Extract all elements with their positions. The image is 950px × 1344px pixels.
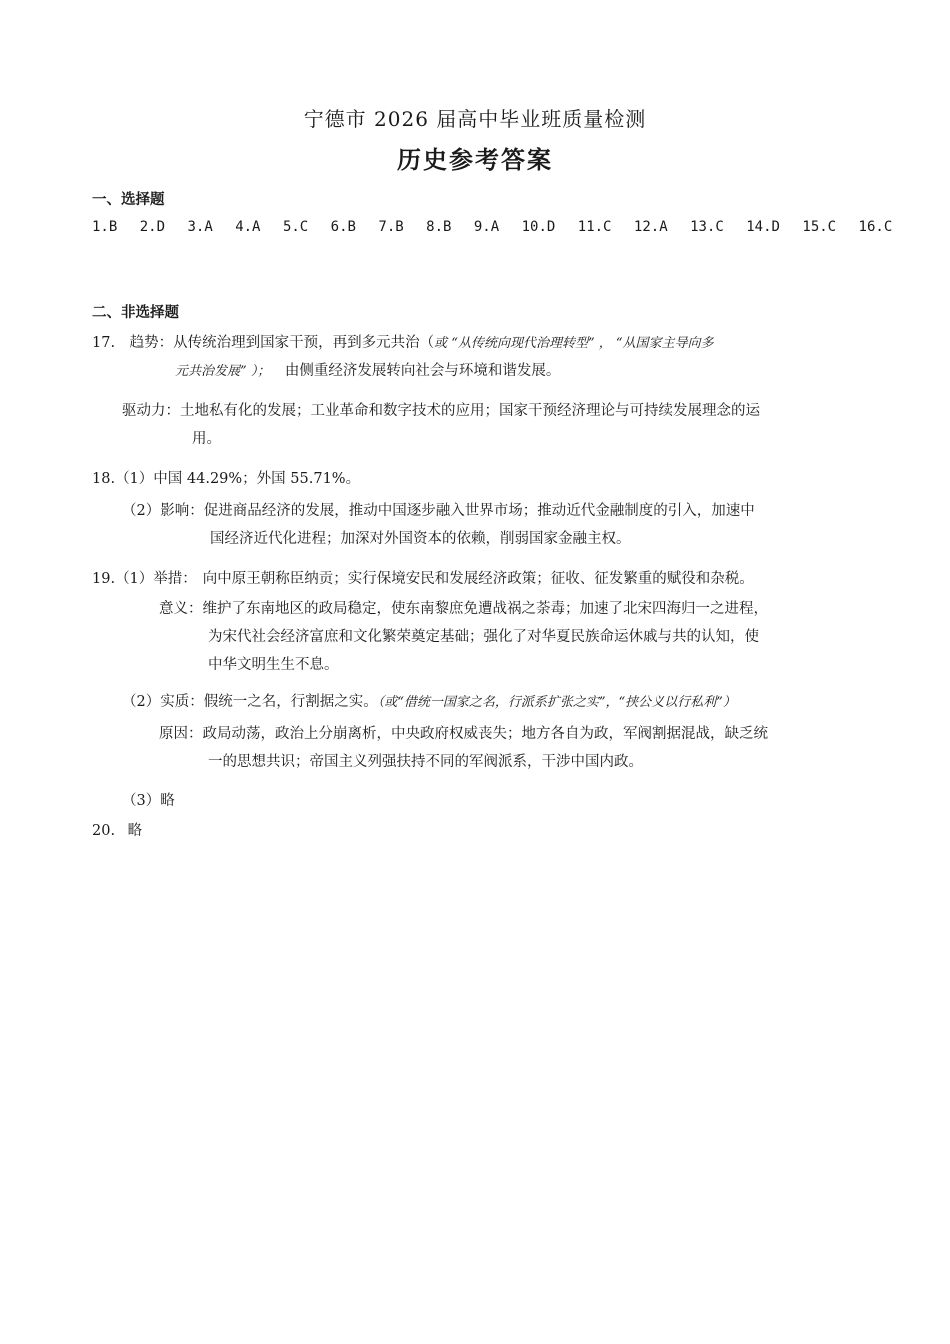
q18-part2-line-1 — [122, 501, 755, 521]
q19-meaning-line-1 — [159, 599, 768, 619]
q17-driver-line-1 — [122, 401, 760, 421]
q19-part2-note: （或“借统一国家之名，行派系扩张之实”，“挟公义以行私利”） — [377, 695, 736, 710]
q19-reason-text: 政局动荡，政治上分崩离析，中央政府权威丧失；地方各自为政，军阀割据混战，缺乏统 — [202, 726, 768, 742]
q18-part2-text-2: 国经济近代化进程；加深对外国资本的依赖，削弱国家金融主权。 — [210, 531, 631, 547]
q19-reason-text-2: 一的思想共识；帝国主义列强扶持不同的军阀派系，干涉中国内政。 — [208, 754, 643, 770]
question-number: 17. — [92, 335, 116, 351]
answer-item: 2.D — [139, 219, 166, 235]
q17-driver-text: 土地私有化的发展；工业革命和数字技术的应用；国家干预经济理论与可持续发展理念的运 — [180, 403, 760, 419]
answer-item: 5.C — [282, 219, 309, 235]
q19-part3-line — [122, 791, 175, 811]
q19-part2-label: （2）实质： — [122, 694, 204, 710]
answer-item: 10.D — [521, 219, 556, 235]
q19-part1-label: （1）举措： — [115, 571, 197, 587]
answer-item: 9.A — [473, 219, 500, 235]
q19-reason-label: 原因： — [159, 726, 203, 742]
answer-item: 6.B — [330, 219, 356, 235]
q17-driver-text-2: 用。 — [192, 431, 221, 447]
section-heading-choice: 一、选择题 — [92, 192, 165, 208]
q19-reason-line-1 — [159, 724, 768, 744]
q19-part3: （3）略 — [122, 793, 175, 809]
document-subtitle: 历史参考答案 — [397, 145, 553, 174]
answer-item: 14.D — [746, 219, 780, 235]
q18-part2-text: 促进商品经济的发展，推动中国逐步融入世界市场；推动近代金融制度的引入，加速中 — [203, 503, 755, 519]
q17-trend-line-2 — [175, 361, 560, 382]
q19-part1-text: 向中原王朝称臣纳贡；实行保境安民和发展经济政策；征收、征发繁重的赋役和杂税。 — [202, 571, 754, 587]
answer-item: 1.B — [92, 219, 118, 235]
q19-meaning-text-2: 为宋代社会经济富庶和文化繁荣奠定基础；强化了对华夏民族命运休戚与共的认知，使 — [208, 629, 759, 645]
q17-trend-note-cont: 元共治发展” ）； — [175, 364, 271, 379]
choice-answers-row — [92, 219, 893, 235]
q19-reason-line-2 — [208, 752, 643, 772]
document-title: 宁德市 2026 届高中毕业班质量检测 — [303, 107, 647, 131]
q18-part1: （1）中国 44.29%；外国 55.71%。 — [115, 471, 361, 487]
q17-trend-line-1 — [92, 333, 714, 354]
answer-item: 8.B — [426, 219, 452, 235]
answer-item: 12.A — [633, 219, 668, 235]
q19-part2-line — [122, 692, 736, 713]
q19-meaning-text-3: 中华文明生生不息。 — [208, 657, 339, 673]
q18-part2-line-2 — [210, 529, 631, 549]
question-number: 20. — [92, 823, 116, 839]
q17-trend-note: 或 “从传统向现代治理转型” ， “从国家主导向多 — [434, 336, 714, 351]
q17-driver-label: 驱动力： — [122, 403, 180, 419]
answer-item: 13.C — [690, 219, 724, 235]
q19-line-1 — [92, 569, 754, 589]
q19-meaning-line-2 — [208, 627, 759, 647]
q20-line — [92, 821, 142, 841]
q17-trend-label: 趋势： — [129, 335, 174, 351]
q17-trend-text: 从传统治理到国家干预，再到多元共治（ — [173, 335, 435, 351]
answer-item: 15.C — [802, 219, 837, 235]
q19-meaning-line-3 — [208, 655, 339, 675]
q17-trend-text-2: 由侧重经济发展转向社会与环境和谐发展。 — [284, 363, 561, 379]
question-number: 19. — [92, 571, 116, 587]
answer-item: 3.A — [187, 219, 213, 235]
section-heading-nonchoice: 二、非选择题 — [92, 305, 179, 321]
q17-driver-line-2 — [192, 429, 221, 449]
answer-item: 11.C — [577, 219, 612, 235]
answer-item: 7.B — [378, 219, 404, 235]
answer-item: 16.C — [858, 219, 893, 235]
q19-part2-text: 假统一之名，行割据之实。 — [203, 694, 378, 710]
q18-line-1 — [92, 469, 360, 489]
q20-text: 略 — [127, 823, 143, 839]
question-number: 18. — [92, 471, 116, 487]
q18-part2-label: （2）影响： — [122, 503, 204, 519]
answer-item: 4.A — [235, 219, 261, 235]
q19-meaning-label: 意义： — [159, 601, 203, 617]
q19-meaning-text: 维护了东南地区的政局稳定，使东南黎庶免遭战祸之荼毒；加速了北宋四海归一之进程， — [202, 601, 768, 617]
